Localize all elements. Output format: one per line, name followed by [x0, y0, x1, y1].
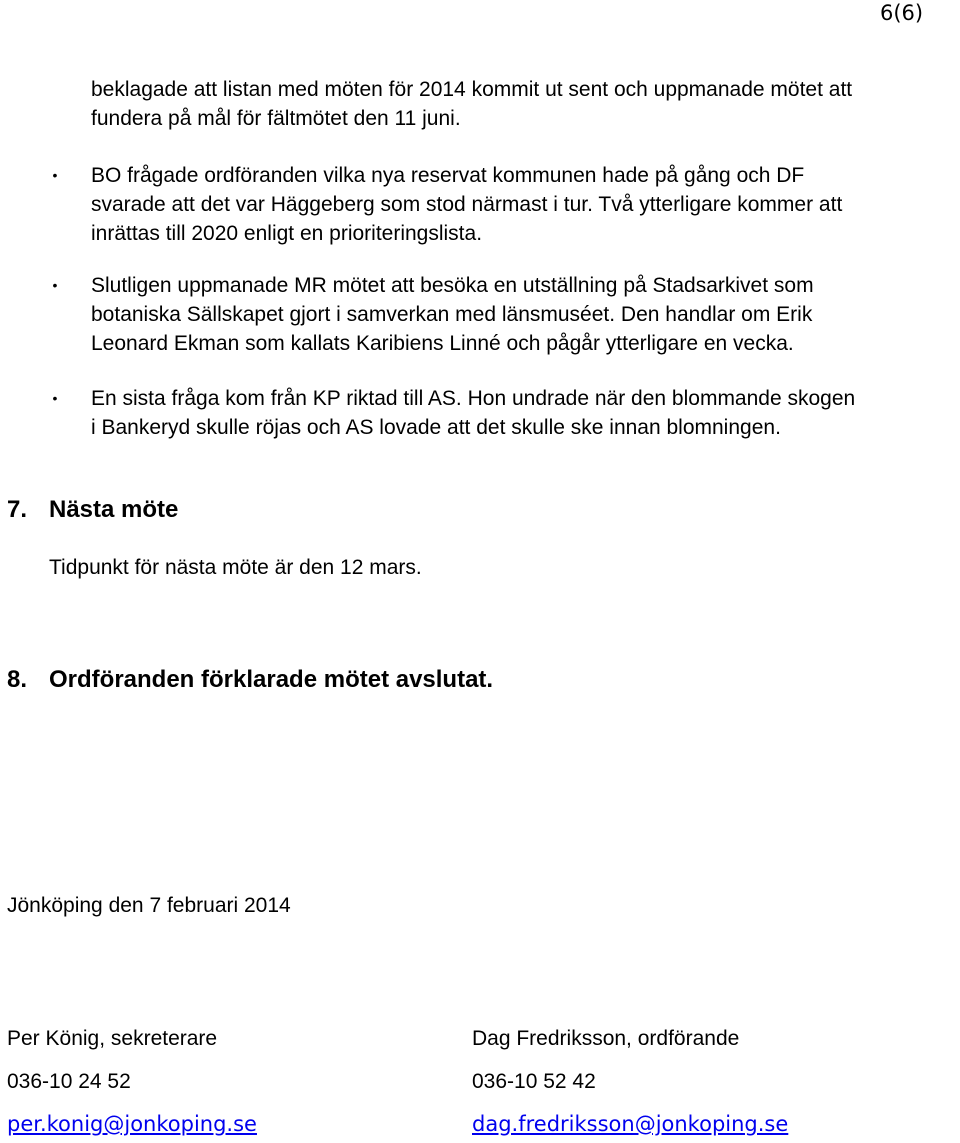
signature-1-email-link[interactable]: per.konig@jonkoping.se [7, 1112, 257, 1136]
intro-line-1: beklagade att listan med möten för 2014 kommit ut sent och uppmanade mötet att [91, 78, 853, 101]
bullet-2-marker: • [52, 277, 58, 293]
bullet-1-marker: • [52, 167, 58, 183]
bullet-2-line-1: Slutligen uppmanade MR mötet att besöka en utställning på Stadsarkivet som [91, 274, 814, 297]
place-date: Jönköping den 7 februari 2014 [7, 894, 291, 917]
section-7-body: Tidpunkt för nästa möte är den 12 mars. [49, 556, 422, 579]
signature-1-phone: 036-10 24 52 [7, 1070, 131, 1093]
bullet-1-line-2: svarade att det var Häggeberg som stod närmast i tur. Två ytterligare kommer att [91, 193, 843, 216]
section-7-number: 7. [7, 496, 28, 523]
bullet-2-line-2: botaniska Sällskapet gjort i samverkan med länsmuséet. Den handlar om Erik [91, 303, 813, 326]
signature-2-phone: 036-10 52 42 [472, 1070, 596, 1093]
bullet-3-line-2: i Bankeryd skulle röjas och AS lovade att det skulle ske innan blomningen. [91, 416, 781, 439]
bullet-3-marker: • [52, 390, 58, 406]
section-8-number: 8. [7, 666, 28, 693]
bullet-1-line-3: inrättas till 2020 enligt en prioriteringslista. [91, 222, 483, 245]
signature-2-email-link[interactable]: dag.fredriksson@jonkoping.se [472, 1112, 789, 1136]
bullet-2-line-3: Leonard Ekman som kallats Karibiens Linné och pågår ytterligare en vecka. [91, 332, 794, 355]
bullet-3-line-1: En sista fråga kom från KP riktad till AS. Hon undrade när den blommande skogen [91, 387, 856, 410]
section-7-title: Nästa möte [49, 496, 179, 523]
page-number: 6(6) [880, 1, 924, 25]
section-8-title: Ordföranden förklarade mötet avslutat. [49, 666, 494, 693]
signature-1-name-role: Per König, sekreterare [7, 1027, 218, 1050]
bullet-1-line-1: BO frågade ordföranden vilka nya reservat kommunen hade på gång och DF [91, 164, 805, 187]
signature-2-name-role: Dag Fredriksson, ordförande [472, 1027, 740, 1050]
intro-line-2: fundera på mål för fältmötet den 11 juni. [91, 107, 461, 130]
